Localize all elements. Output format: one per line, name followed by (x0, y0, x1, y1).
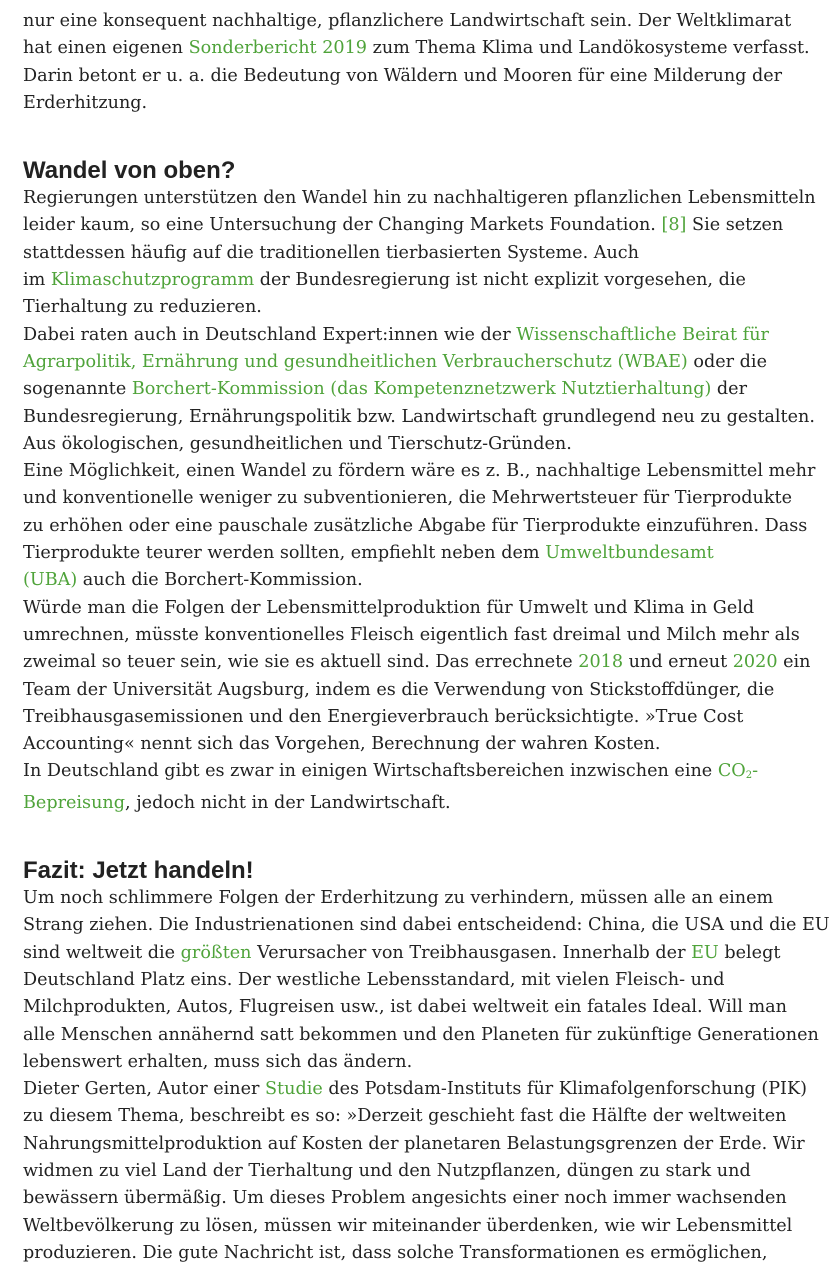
paragraph-co2-bepreisung (23, 758, 823, 817)
link-wbae-line2: Agrarpolitik, Ernährung und gesundheitlichen Verbraucherschutz (WBAE) (23, 351, 688, 372)
text-line: Bundesregierung, Ernährungspolitik bzw. Landwirtschaft grundlegend neu zu gestalten. (23, 406, 815, 427)
text-line: und erneut (623, 652, 733, 673)
text-line: zu diesem Thema, beschreibt es so: »Derzeit geschieht fast die Hälfte der weltweiten (23, 1106, 787, 1127)
text-line: nur eine konsequent nachhaltige, pflanzlichere Landwirtschaft sein. Der Weltklimarat (23, 11, 792, 31)
text-line: Weltbevölkerung zu lösen, müssen wir miteinander überdenken, wie wir Lebensmittel (23, 1215, 793, 1236)
text-line: des Potsdam-Instituts für Klimafolgenforschung (PIK) (322, 1079, 808, 1100)
text-line: umrechnen, müsste konventionelles Fleisch eigentlich fast dreimal und Milch mehr als (23, 624, 800, 645)
link-co2-hyphen: - (752, 761, 759, 782)
text-line: der Bundesregierung ist nicht explizit vorgesehen, die (254, 270, 746, 291)
paragraph-fazit (23, 885, 830, 1076)
link-2020[interactable]: 2020 (732, 652, 778, 673)
text-line: produzieren. Die gute Nachricht ist, dass solche Transformationen es ermöglichen, (23, 1242, 768, 1263)
link-wbae-line1: Wissenschaftliche Beirat für (516, 324, 769, 345)
heading-fazit: Fazit: Jetzt handeln! (23, 857, 254, 885)
text-line: Darin betont er u. a. die Bedeutung von Wäldern und Mooren für eine Milderung der (23, 65, 783, 86)
text-line: hat einen eigenen (23, 38, 189, 59)
link-klimaschutzprogramm[interactable]: Klimaschutzprogramm (50, 270, 255, 291)
text-line: Erderhitzung. (23, 92, 148, 113)
link-co2-text: CO (717, 761, 746, 782)
text-line: Dabei raten auch in Deutschland Expert:innen wie der (23, 324, 517, 345)
text-line: lebenswert erhalten, muss sich das ändern. (23, 1051, 413, 1072)
text-line: auch die Borchert-Kommission. (77, 570, 363, 591)
text-line: Strang ziehen. Die Industrienationen sind dabei entscheidend: China, die USA und die EU (23, 915, 830, 936)
text-line: oder die (687, 351, 767, 372)
text-line: Treibhausgasemissionen und den Energieverbrauch berücksichtigte. »True Cost (23, 706, 744, 727)
text-line: zu erhöhen oder eine pauschale zusätzliche Abgabe für Tierprodukte einzuführen. Dass (23, 515, 808, 536)
text-line: der (711, 379, 748, 400)
text-line: , jedoch nicht in der Landwirtschaft. (125, 792, 451, 813)
link-uba-line1: Umweltbundesamt (545, 543, 714, 564)
text-line: sind weltweit die (23, 942, 181, 963)
text-line: Sie setzen (686, 215, 784, 236)
link-groessten[interactable]: größten (180, 942, 252, 963)
paragraph-true-cost (23, 595, 823, 759)
text-line: Accounting« nennt sich das Vorgehen, Berechnung der wahren Kosten. (23, 734, 661, 755)
text-line: alle Menschen annähernd satt bekommen und den Planeten für zukünftige Generationen (23, 1024, 819, 1045)
text-line: Dieter Gerten, Autor einer (23, 1079, 265, 1100)
text-line: Um noch schlimmere Folgen der Erderhitzung zu verhindern, müssen alle an einem (23, 888, 774, 909)
text-line: Tierhaltung zu reduzieren. (23, 297, 262, 318)
paragraph-regierungen (23, 185, 823, 321)
text-line: Regierungen unterstützen den Wandel hin zu nachhaltigeren pflanzlichen Lebensmitteln (23, 188, 816, 209)
text-line: widmen zu viel Land der Tierhaltung und den Nutzpflanzen, düngen zu stark und (23, 1160, 751, 1181)
text-line: Team der Universität Augsburg, indem es die Verwendung von Stickstoffdünger, die (23, 679, 775, 700)
text-line: zweimal so teuer sein, wie sie es aktuell sind. Das errechnete (23, 652, 579, 673)
text-line: In Deutschland gibt es zwar in einigen Wirtschaftsbereichen inzwischen eine (23, 761, 718, 782)
text-line: im (23, 270, 51, 291)
text-line: bewässern übermäßig. Um dieses Problem angesichts einer noch immer wachsenden (23, 1188, 787, 1209)
link-2018[interactable]: 2018 (578, 652, 624, 673)
link-footnote-8[interactable]: [8] (661, 215, 687, 236)
intro-paragraph (23, 8, 823, 117)
text-line: belegt (718, 942, 781, 963)
text-line: Aus ökologischen, gesundheitlichen und Tierschutz-Gründen. (23, 433, 572, 454)
paragraph-dieter-gerten (23, 1076, 823, 1267)
text-line: sogenannte (23, 379, 132, 400)
text-line: Nahrungsmittelproduktion auf Kosten der planetaren Belastungsgrenzen der Erde. Wir (23, 1133, 805, 1154)
text-line: leider kaum, so eine Untersuchung der Changing Markets Foundation. (23, 215, 662, 236)
paragraph-expertinnen (23, 322, 823, 458)
text-line: Würde man die Folgen der Lebensmittelproduktion für Umwelt und Klima in Geld (23, 597, 755, 618)
article-content (23, 8, 830, 1267)
link-studie[interactable]: Studie (265, 1079, 323, 1100)
heading-wandel-von-oben: Wandel von oben? (23, 157, 236, 185)
paragraph-moeglichkeit (23, 458, 823, 594)
text-line: Verursacher von Treibhausgasen. Innerhalb der (251, 942, 692, 963)
text-line: und konventionelle weniger zu subventionieren, die Mehrwertsteuer für Tierprodukte (23, 488, 792, 509)
text-line: ein (777, 652, 811, 673)
text-line: stattdessen häufig auf die traditionellen tierbasierten Systeme. Auch (23, 242, 639, 263)
link-eu[interactable]: EU (691, 942, 719, 963)
link-borchert-kommission[interactable]: Borchert-Kommission (das Kompetenznetzwerk Nutztierhaltung) (131, 379, 712, 400)
text-line: Eine Möglichkeit, einen Wandel zu fördern wäre es z. B., nachhaltige Lebensmittel mehr (23, 461, 816, 482)
link-co2-subscript: 2 (745, 770, 753, 782)
text-line: Tierprodukte teurer werden sollten, empfiehlt neben dem (23, 543, 546, 564)
text-line: Deutschland Platz eins. Der westliche Lebensstandard, mit vielen Fleisch- und (23, 969, 725, 990)
link-uba-line2: (UBA) (23, 570, 78, 591)
text-line: zum Thema Klima und Landökosysteme verfasst. (366, 38, 810, 59)
link-bepreisung-text: Bepreisung (23, 792, 126, 813)
text-line: Milchprodukten, Autos, Flugreisen usw., ist dabei weltweit ein fatales Ideal. Will man (23, 997, 787, 1018)
link-sonderbericht-2019[interactable]: Sonderbericht 2019 (188, 38, 367, 59)
